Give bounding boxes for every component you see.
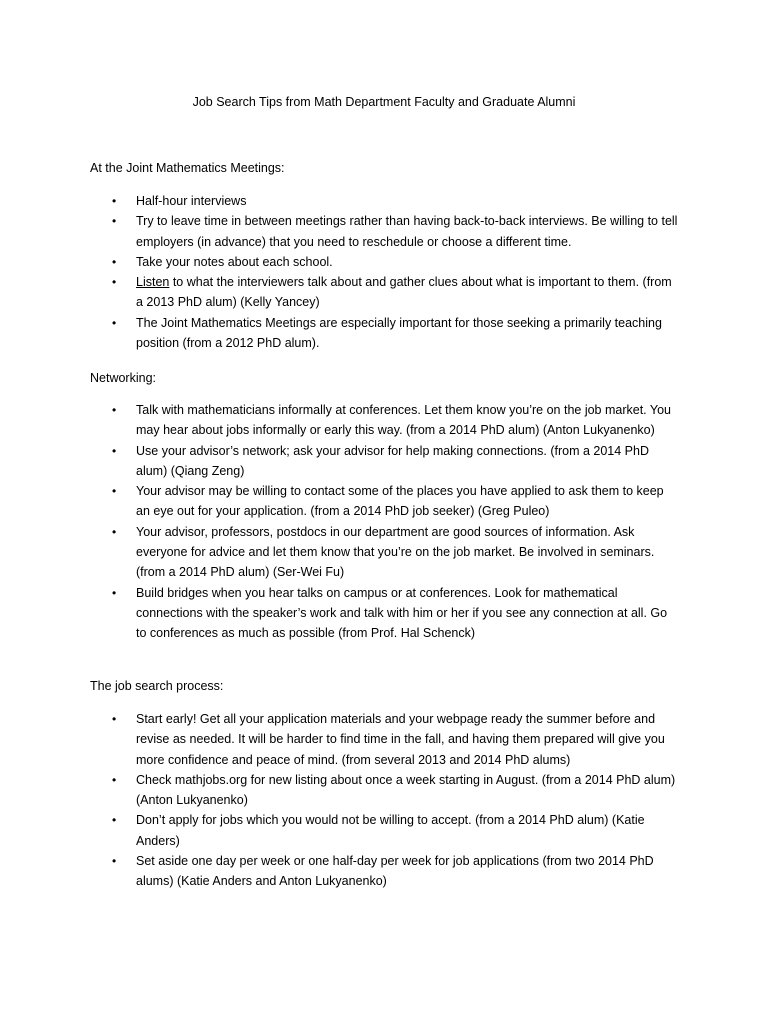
- bullet-icon: •: [112, 585, 117, 600]
- list-item: [0, 583, 768, 644]
- bullet-list-networking: [0, 400, 768, 644]
- list-item: [0, 211, 768, 252]
- list-item: [0, 313, 768, 354]
- list-item: [0, 191, 768, 211]
- list-item: [0, 481, 768, 522]
- list-item-text: Your advisor may be willing to contact some of the places you have applied to ask them to keep an eye out for your application. (from a 2014 PhD job seeker) (Greg Puleo): [136, 484, 664, 519]
- list-item-text: Take your notes about each school.: [136, 254, 333, 269]
- bullet-list-joint-meetings: [0, 191, 768, 353]
- list-item-text: The Joint Mathematics Meetings are especially important for those seeking a primarily teaching position (from a 2012 PhD alum).: [136, 315, 662, 351]
- list-item-underlined-text: Listen: [136, 275, 170, 290]
- bullet-icon: •: [112, 254, 117, 269]
- list-item-text: Try to leave time in between meetings rather than having back-to-back interviews. Be willing to tell employers (in advance) that you need to reschedule or choose a different time.: [136, 214, 678, 249]
- list-item: [0, 441, 768, 482]
- list-item: [0, 252, 768, 272]
- list-item-text: Talk with mathematicians informally at conferences. Let them know you’re on the job market. You may hear about jobs informally or early this way. (from a 2014 PhD alum) (Anton Lukyanenko): [136, 403, 671, 438]
- bullet-icon: •: [112, 403, 117, 417]
- list-item-text: Set aside one day per week or one half-day per week for job applications (from two 2014 PhD alums) (Katie Anders and Anton Lukyanenko): [136, 854, 654, 889]
- list-item: [0, 770, 768, 811]
- bullet-icon: •: [112, 214, 117, 229]
- bullet-icon: •: [112, 194, 117, 208]
- section-heading-networking: Networking:: [90, 371, 156, 385]
- section-heading-joint-meetings: At the Joint Mathematics Meetings:: [90, 161, 285, 175]
- list-item: [0, 709, 768, 770]
- list-item-text: Check mathjobs.org for new listing about once a week starting in August. (from a 2014 PhD alum) (Anton Lukyanenko): [136, 772, 676, 808]
- bullet-icon: •: [112, 854, 117, 869]
- list-item-text: Start early! Get all your application materials and your webpage ready the summer before and revise as needed. It will be harder to find time in the fall, and having them prepared will give you more confidence and peace of mind. (from several 2013 and 2014 PhD alums): [136, 712, 665, 767]
- bullet-icon: •: [112, 813, 117, 828]
- list-item: [0, 851, 768, 892]
- list-item-text: Use your advisor’s network; ask your advisor for help making connections. (from a 2014 PhD alum) (Qiang Zeng): [136, 443, 649, 478]
- list-item-text: Build bridges when you hear talks on campus or at conferences. Look for mathematical connections with the speaker’s work and talk with him or her if you see any connection at all. Go to conferences as much as possible (from Prof. Hal Schenck): [136, 585, 668, 641]
- bullet-list-job-search-process: [0, 709, 768, 892]
- bullet-icon: •: [112, 443, 117, 458]
- list-item-text: Don’t apply for jobs which you would not be willing to accept. (from a 2014 PhD alum) (Katie Anders): [136, 813, 645, 848]
- bullet-icon: •: [112, 524, 117, 539]
- list-item-text: to what the interviewers talk about and gather clues about what is important to them. (from a 2013 PhD alum) (Kelly Yancey): [136, 275, 672, 310]
- bullet-icon: •: [112, 275, 117, 290]
- document-title: Job Search Tips from Math Department Faculty and Graduate Alumni: [192, 95, 576, 109]
- list-item: [0, 810, 768, 851]
- list-item: [0, 272, 768, 313]
- list-item-text: Your advisor, professors, postdocs in our department are good sources of information. Ask everyone for advice and let them know that you’re on the job market. Be involved in seminars. (from a 2014 PhD alum) (Ser-Wei Fu): [136, 524, 655, 580]
- bullet-icon: •: [112, 712, 117, 726]
- list-item: [0, 522, 768, 583]
- bullet-icon: •: [112, 484, 117, 499]
- bullet-icon: •: [112, 772, 117, 787]
- list-item-text: Half-hour interviews: [136, 194, 247, 208]
- bullet-icon: •: [112, 315, 117, 330]
- list-item: [0, 400, 768, 441]
- section-heading-job-search-process: The job search process:: [90, 679, 224, 693]
